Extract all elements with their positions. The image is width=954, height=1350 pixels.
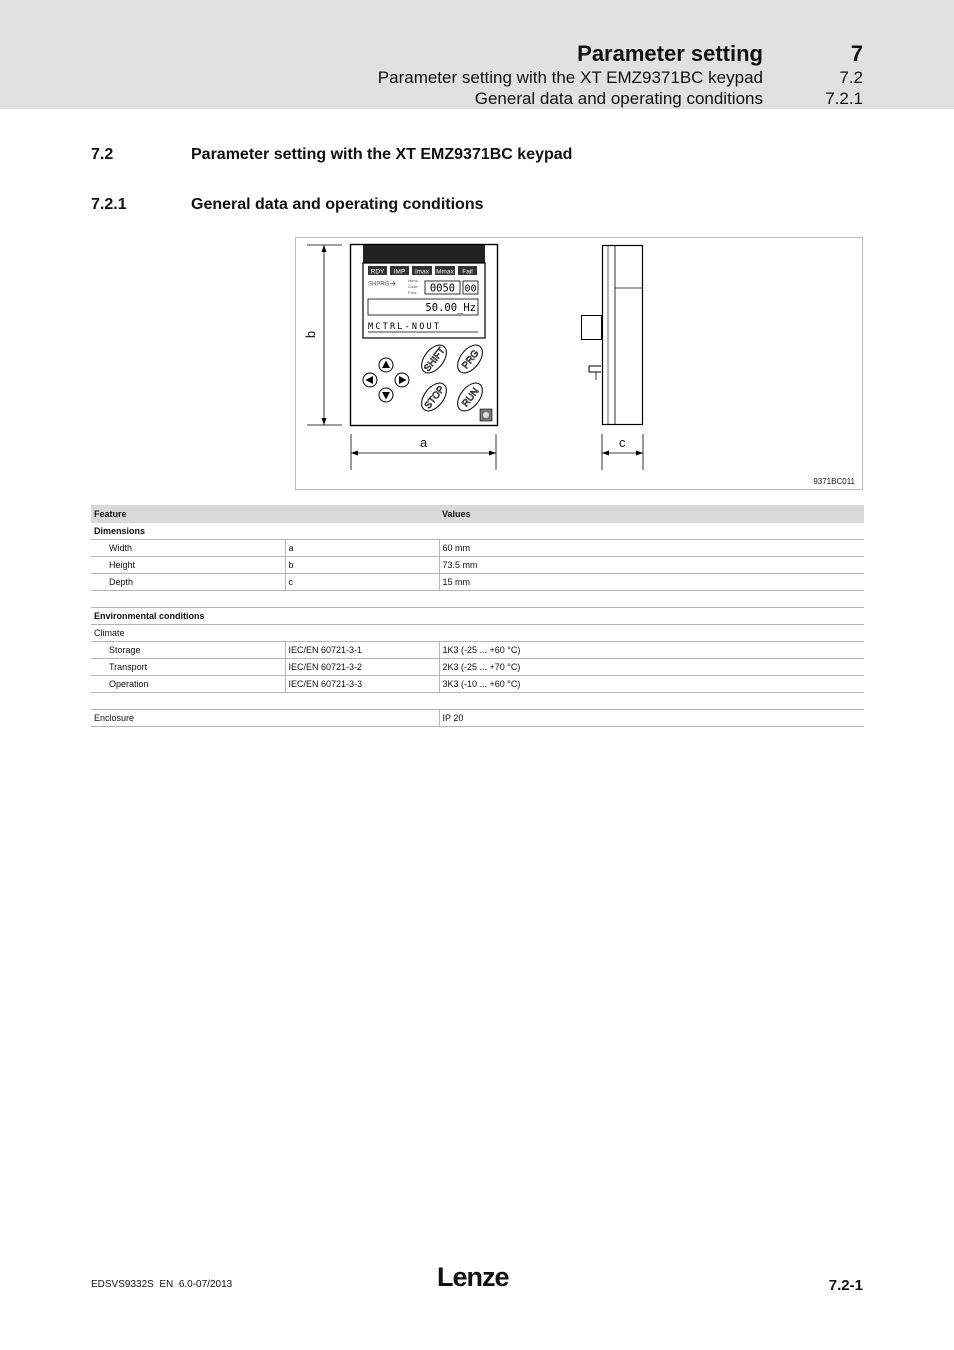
symbol-cell: a	[285, 540, 439, 557]
group-environment	[91, 608, 864, 625]
para-label: Para	[408, 290, 417, 295]
status-label-fail: Fail	[462, 268, 473, 276]
key-stop-label: STOP	[422, 384, 448, 412]
shprg-label: SHPRG	[368, 281, 390, 288]
subsection-number: 7.2.1	[91, 196, 127, 213]
table-row	[91, 557, 864, 574]
symbol-cell: c	[285, 574, 439, 591]
code-display: 0050	[429, 282, 456, 295]
key-shift-label: SHIFT	[422, 345, 448, 374]
key-run-label: RUN	[460, 386, 482, 410]
table-row	[91, 642, 864, 659]
value-cell: 60 mm	[439, 540, 864, 557]
section-heading: Parameter setting with the XT EMZ9371BC keypad	[191, 146, 573, 163]
keypad-dimension-drawing	[295, 237, 863, 490]
header-values: Values	[439, 505, 864, 523]
climate-label: Climate	[91, 625, 864, 642]
spec-table	[91, 505, 864, 727]
section-number: 7.2	[91, 146, 114, 163]
figure-id: 9371BC011	[813, 477, 855, 486]
feature-cell: Enclosure	[91, 710, 439, 727]
value-display: 50.00_Hz	[425, 302, 476, 314]
menu-label: Menu	[408, 278, 419, 283]
value-cell: 2K3 (-25 ... +70 °C)	[439, 659, 864, 676]
keypad-drawing	[296, 238, 864, 491]
group-title: Dimensions	[91, 523, 864, 540]
feature-cell: Operation	[91, 676, 285, 693]
table-spacer	[91, 591, 864, 608]
code-label: Code	[408, 284, 418, 289]
status-label-imp: IMP	[393, 268, 406, 276]
standard-cell: IEC/EN 60721-3-3	[285, 676, 439, 693]
header-subsubsection-number: 7.2.1	[825, 89, 863, 108]
table-header-row	[91, 505, 864, 523]
group-dimensions	[91, 523, 864, 540]
chapter-title: Parameter setting	[577, 41, 763, 66]
status-label-mmax: Mmax	[436, 268, 454, 276]
value-cell: 3K3 (-10 ... +60 °C)	[439, 676, 864, 693]
dimension-label-b: b	[303, 330, 319, 339]
page-number: 7.2-1	[828, 1277, 863, 1294]
table-row	[91, 574, 864, 591]
table-spacer	[91, 693, 864, 710]
text-display: MCTRL-NOUT	[368, 322, 442, 332]
subcode-display: 00	[464, 283, 477, 295]
status-label-rdy: RDY	[370, 268, 385, 276]
chapter-number: 7	[850, 41, 863, 66]
table-row	[91, 540, 864, 557]
value-cell: 1K3 (-25 ... +60 °C)	[439, 642, 864, 659]
dimension-label-a: a	[420, 435, 428, 450]
header-subsection-number: 7.2	[839, 68, 863, 87]
standard-cell: IEC/EN 60721-3-1	[285, 642, 439, 659]
lenze-logo: Lenze	[437, 1262, 509, 1292]
document-id: EDSVS9332S EN 6.0-07/2013	[91, 1279, 233, 1290]
status-label-imax: Imax	[414, 268, 430, 276]
symbol-cell: b	[285, 557, 439, 574]
group-title: Environmental conditions	[91, 608, 864, 625]
feature-cell: Width	[91, 540, 285, 557]
header-subsubsection: General data and operating conditions	[474, 89, 763, 108]
feature-cell: Transport	[91, 659, 285, 676]
feature-cell: Depth	[91, 574, 285, 591]
feature-cell: Height	[91, 557, 285, 574]
key-prg-label: PRG	[460, 348, 482, 372]
value-cell: 15 mm	[439, 574, 864, 591]
standard-cell: IEC/EN 60721-3-2	[285, 659, 439, 676]
subsection-heading: General data and operating conditions	[191, 196, 484, 213]
dimension-label-c: c	[619, 435, 626, 450]
value-cell: 73.5 mm	[439, 557, 864, 574]
header-feature: Feature	[91, 505, 439, 523]
climate-row	[91, 625, 864, 642]
table-row	[91, 676, 864, 693]
value-cell: IP 20	[439, 710, 864, 727]
feature-cell: Storage	[91, 642, 285, 659]
header-subsection: Parameter setting with the XT EMZ9371BC keypad	[377, 68, 763, 87]
table-row	[91, 659, 864, 676]
table-row	[91, 710, 864, 727]
